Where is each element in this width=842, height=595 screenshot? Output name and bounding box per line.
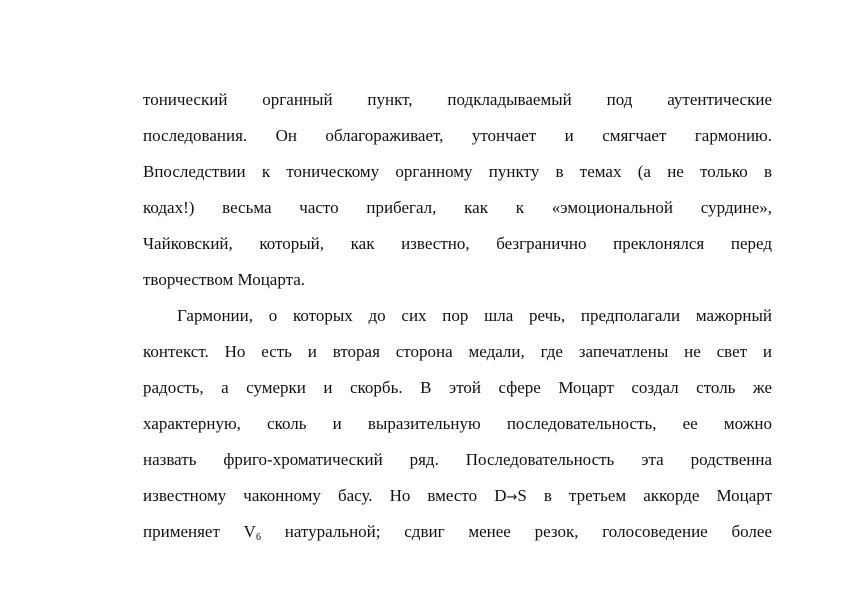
line-segment: известному чаконному басу. Но вместо D [143, 486, 507, 505]
text-line-with-subscript [143, 514, 772, 550]
text-line: назвать фриго-хроматический ряд. Последовательность эта родственна [143, 450, 772, 469]
text-line-with-arrow [143, 478, 772, 514]
line-segment: применяет V [143, 522, 256, 541]
text-line: творчеством Моцарта. [143, 270, 306, 289]
subscript: 6 [255, 532, 261, 543]
text-line: Гармонии, о которых до сих пор шла речь, предполагали мажорный [177, 306, 772, 325]
text-line: радость, а сумерки и скорбь. В этой сфере Моцарт создал столь же [143, 378, 772, 397]
line-segment: S в третьем аккорде Моцарт [517, 486, 772, 505]
text-line: кодах!) весьма часто прибегал, как к «эмоциональной сурдине», [143, 198, 772, 217]
text-line: контекст. Но есть и вторая сторона медали, где запечатлены не свет и [143, 342, 772, 361]
right-arrow-icon: → [506, 490, 518, 505]
text-line: характерную, сколь и выразительную последовательность, ее можно [143, 414, 772, 433]
text-line: последования. Он облагораживает, утончает и смягчает гармонию. [143, 126, 772, 145]
text-line: тонический органный пункт, подкладываемый под аутентические [143, 90, 772, 109]
text-line: Чайковский, который, как известно, безгранично преклонялся перед [143, 234, 772, 253]
line-segment: натуральной; сдвиг менее резок, голосоведение более [260, 522, 772, 541]
body-text [143, 82, 772, 550]
text-line: Впоследствии к тоническому органному пункту в темах (а не только в [143, 162, 772, 181]
